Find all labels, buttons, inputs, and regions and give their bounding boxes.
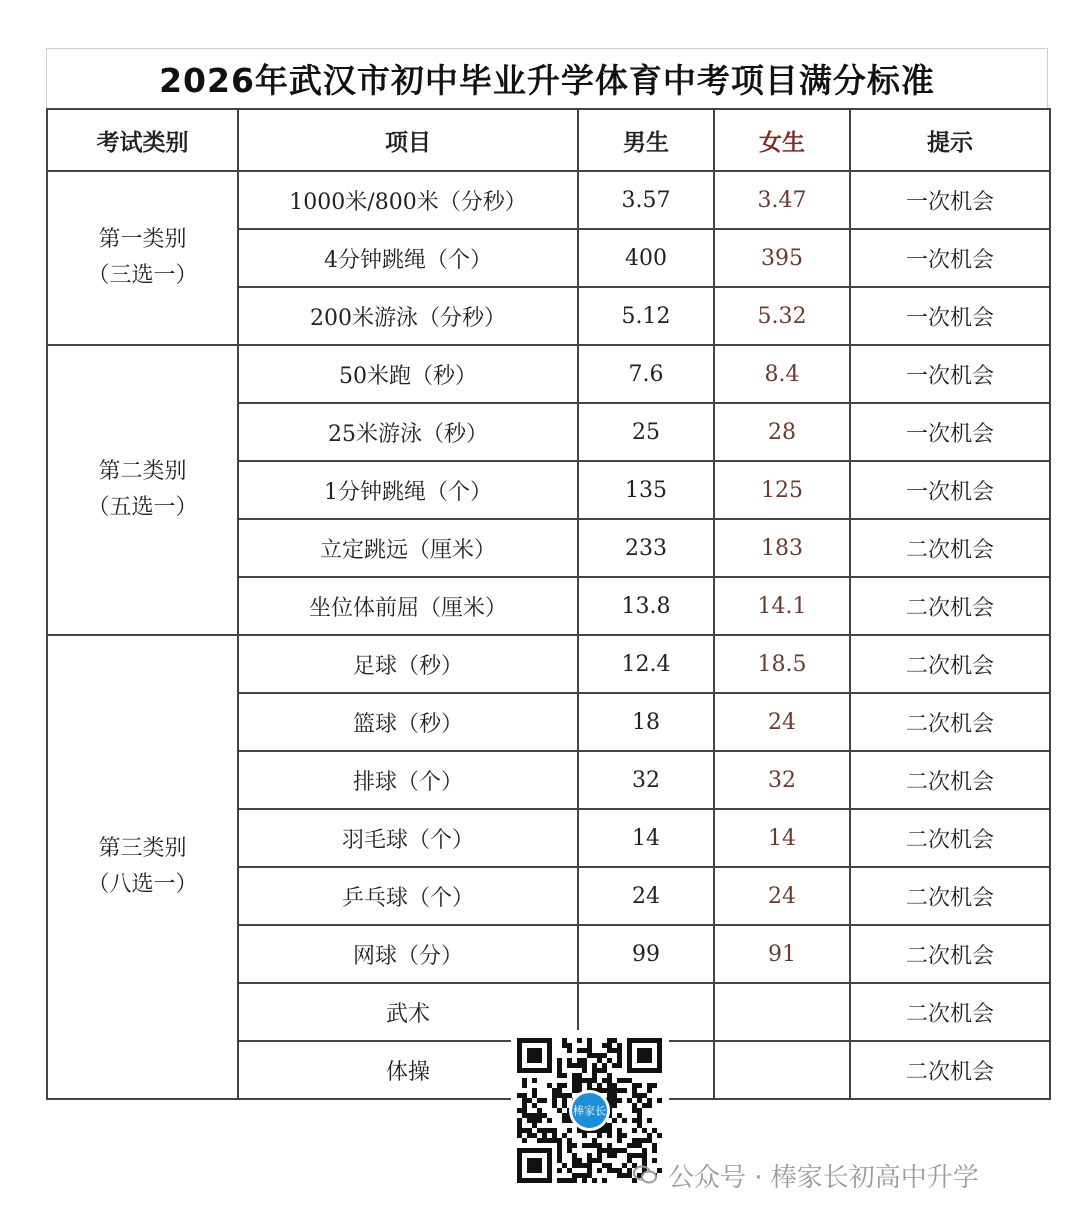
header-tip: 提示 [850,109,1050,171]
male-cell: 25 [578,403,714,461]
table-row [47,171,1050,229]
female-cell: 3.47 [714,171,850,229]
category-sub: （三选一） [87,263,198,288]
female-cell: 8.4 [714,345,850,403]
male-cell: 18 [578,693,714,751]
tip-cell: 二次机会 [850,983,1050,1041]
tip-cell: 一次机会 [850,403,1050,461]
male-cell: 3.57 [578,171,714,229]
item-cell: 1分钟跳绳（个） [238,461,578,519]
female-cell: 183 [714,519,850,577]
tip-cell: 一次机会 [850,461,1050,519]
female-cell: 14.1 [714,577,850,635]
item-cell: 50米跑（秒） [238,345,578,403]
female-cell: 28 [714,403,850,461]
standards-table [46,108,1051,1100]
female-cell: 395 [714,229,850,287]
qr-logo-text: 棒家长 [573,1104,606,1118]
tip-cell: 二次机会 [850,809,1050,867]
item-cell: 1000米/800米（分秒） [238,171,578,229]
category-cell [47,635,238,1099]
male-cell: 14 [578,809,714,867]
category-name: 第一类别 [98,227,187,252]
female-cell [714,983,850,1041]
item-cell: 立定跳远（厘米） [238,519,578,577]
female-cell: 24 [714,693,850,751]
female-cell: 14 [714,809,850,867]
tip-cell: 一次机会 [850,345,1050,403]
header-female: 女生 [714,109,850,171]
category-cell [47,171,238,345]
header-category: 考试类别 [47,109,238,171]
tip-cell: 一次机会 [850,229,1050,287]
female-cell: 91 [714,925,850,983]
female-cell: 24 [714,867,850,925]
category-cell [47,345,238,635]
table-row [47,345,1050,403]
male-cell: 135 [578,461,714,519]
category-name: 第三类别 [98,836,187,861]
tip-cell: 二次机会 [850,867,1050,925]
tip-cell: 二次机会 [850,1041,1050,1099]
male-cell: 32 [578,751,714,809]
table-row [47,635,1050,693]
male-cell: 12.4 [578,635,714,693]
item-cell: 网球（分） [238,925,578,983]
tip-cell: 二次机会 [850,693,1050,751]
item-cell: 体操 [238,1041,578,1099]
tip-cell: 一次机会 [850,287,1050,345]
tip-cell: 二次机会 [850,519,1050,577]
tip-cell: 二次机会 [850,577,1050,635]
item-cell: 羽毛球（个） [238,809,578,867]
item-cell: 200米游泳（分秒） [238,287,578,345]
male-cell: 7.6 [578,345,714,403]
item-cell: 篮球（秒） [238,693,578,751]
tip-cell: 二次机会 [850,635,1050,693]
male-cell: 233 [578,519,714,577]
item-cell: 25米游泳（秒） [238,403,578,461]
tip-cell: 二次机会 [850,751,1050,809]
female-cell [714,1041,850,1099]
female-cell: 5.32 [714,287,850,345]
female-cell: 18.5 [714,635,850,693]
male-cell: 400 [578,229,714,287]
table-header-row [47,109,1050,171]
male-cell: 24 [578,867,714,925]
header-male: 男生 [578,109,714,171]
category-sub: （五选一） [87,495,198,520]
item-cell: 足球（秒） [238,635,578,693]
watermark [632,1158,979,1192]
page-title: 2026年武汉市初中毕业升学体育中考项目满分标准 [46,48,1048,108]
tip-cell: 一次机会 [850,171,1050,229]
header-item: 项目 [238,109,578,171]
watermark-text: 公众号 · 棒家长初高中升学 [668,1162,979,1193]
item-cell: 乒乓球（个） [238,867,578,925]
item-cell: 排球（个） [238,751,578,809]
category-sub: （八选一） [87,872,198,897]
male-cell: 99 [578,925,714,983]
item-cell: 武术 [238,983,578,1041]
female-cell: 32 [714,751,850,809]
tip-cell: 二次机会 [850,925,1050,983]
item-cell: 4分钟跳绳（个） [238,229,578,287]
item-cell: 坐位体前屈（厘米） [238,577,578,635]
male-cell: 13.8 [578,577,714,635]
female-cell: 125 [714,461,850,519]
category-name: 第二类别 [98,459,187,484]
wechat-icon [632,1162,658,1188]
male-cell: 5.12 [578,287,714,345]
